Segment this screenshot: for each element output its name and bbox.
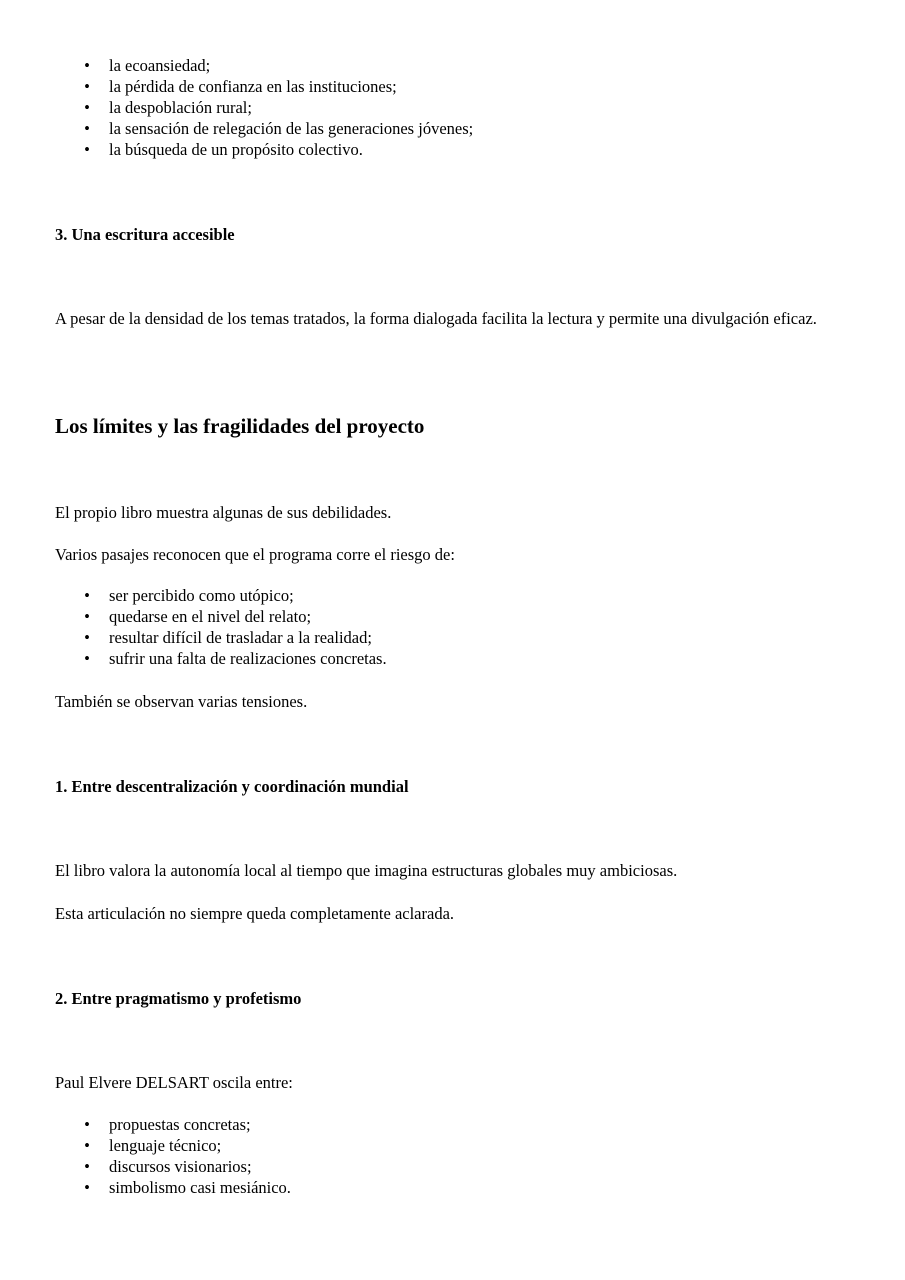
list-item: • discursos visionarios; [55, 1156, 855, 1177]
paragraph-oscila: Paul Elvere DELSART oscila entre: [55, 1073, 293, 1092]
paragraph-articulacion: Esta articulación no siempre queda completamente aclarada. [55, 904, 455, 923]
bullet-icon: • [84, 56, 90, 75]
paragraph-autonomia: El libro valora la autonomía local al tiempo que imagina estructuras globales muy ambiciosas. [55, 861, 678, 880]
bullet-list-topics [55, 55, 855, 160]
paragraph-riesgo: Varios pasajes reconocen que el programa corre el riesgo de: [55, 545, 455, 564]
list-item: • la pérdida de confianza en las instituciones; [55, 76, 855, 97]
list-item: • la ecoansiedad; [55, 55, 855, 76]
bullet-icon: • [84, 1115, 90, 1134]
section-heading-limites: Los límites y las fragilidades del proyecto [55, 414, 425, 438]
bullet-icon: • [84, 1178, 90, 1197]
list-item: • ser percibido como utópico; [55, 585, 855, 606]
bullet-icon: • [84, 628, 90, 647]
paragraph-accesible: A pesar de la densidad de los temas tratados, la forma dialogada facilita la lectura y permite una divulgación eficaz. [55, 309, 817, 328]
bullet-list-riesgos [55, 585, 855, 669]
list-item: • resultar difícil de trasladar a la realidad; [55, 627, 855, 648]
bullet-icon: • [84, 586, 90, 605]
bullet-icon: • [84, 119, 90, 138]
paragraph-debilidades: El propio libro muestra algunas de sus debilidades. [55, 503, 392, 522]
bullet-list-oscila [55, 1114, 855, 1198]
bullet-icon: • [84, 1157, 90, 1176]
section-heading-pragmatismo: 2. Entre pragmatismo y profetismo [55, 989, 302, 1008]
paragraph-tensiones: También se observan varias tensiones. [55, 692, 308, 711]
list-item: • simbolismo casi mesiánico. [55, 1177, 855, 1198]
list-item: • lenguaje técnico; [55, 1135, 855, 1156]
bullet-icon: • [84, 607, 90, 626]
list-item: • la despoblación rural; [55, 97, 855, 118]
bullet-icon: • [84, 140, 90, 159]
bullet-icon: • [84, 98, 90, 117]
section-heading-escritura-accesible: 3. Una escritura accesible [55, 225, 235, 244]
bullet-icon: • [84, 1136, 90, 1155]
section-heading-descentralizacion: 1. Entre descentralización y coordinación mundial [55, 777, 409, 796]
list-item: • quedarse en el nivel del relato; [55, 606, 855, 627]
bullet-icon: • [84, 649, 90, 668]
list-item: • la búsqueda de un propósito colectivo. [55, 139, 855, 160]
bullet-icon: • [84, 77, 90, 96]
list-item: • sufrir una falta de realizaciones concretas. [55, 648, 855, 669]
list-item: • la sensación de relegación de las generaciones jóvenes; [55, 118, 855, 139]
list-item: • propuestas concretas; [55, 1114, 855, 1135]
